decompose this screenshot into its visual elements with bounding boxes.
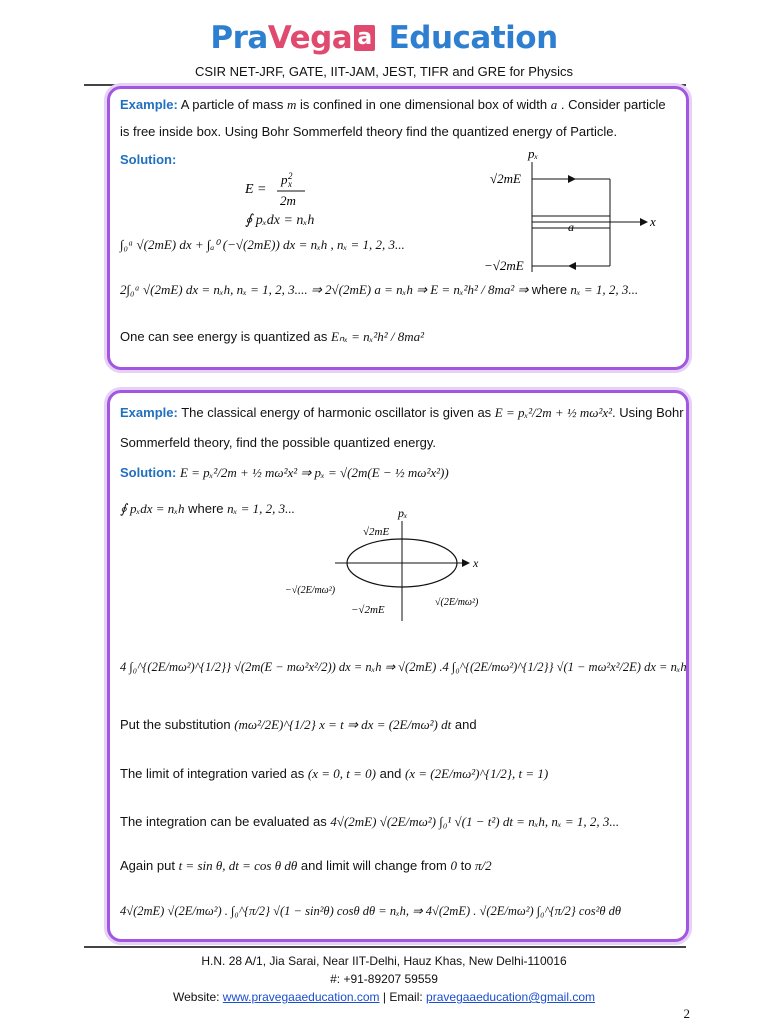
diag1-x-label: x <box>650 214 656 229</box>
and-text-2: and <box>379 766 402 781</box>
example1-a: a <box>550 97 558 112</box>
to-text: to <box>460 858 472 873</box>
website-link[interactable]: www.pravegaaeducation.com <box>222 990 380 1004</box>
diag2-bottom-label: −√2mE <box>351 604 385 616</box>
example1-text2: is confined in one dimensional box of width <box>299 97 548 112</box>
againb-text: and limit will change from <box>300 858 447 873</box>
example2-eqE: E = pₓ²/2m + ½ mω²x² <box>494 405 613 420</box>
where-label: where <box>531 282 568 297</box>
example1-label: Example: <box>120 97 178 112</box>
eq-loop2: ∮ pₓdx = nₓh <box>120 501 185 516</box>
footer-phone: #: +91-89207 59559 <box>330 972 438 986</box>
example2-label: Example: <box>120 405 178 420</box>
eq-lim2: (x = (2E/mω²)^{1/2}, t = 1) <box>404 766 549 781</box>
diag2-py-label: pₓ <box>398 506 408 520</box>
email-label: | Email: <box>382 990 423 1004</box>
logo-a-box: a <box>354 25 374 51</box>
eq-loop2-n: nₓ = 1, 2, 3... <box>227 501 295 516</box>
svg-text:p: p <box>281 172 288 187</box>
phase-diagram-ellipse <box>285 505 495 623</box>
example2-text1: The classical energy of harmonic oscillator is given as <box>181 405 492 420</box>
eq-integral2 <box>120 282 638 298</box>
example2-solution: Solution: <box>120 465 177 480</box>
limit-pi-over-2: π/2 <box>475 858 492 873</box>
example2-solution-line <box>120 465 449 481</box>
evaluated-text: The integration can be evaluated as <box>120 814 327 829</box>
where-label-2: where <box>188 501 224 516</box>
page-header <box>0 18 768 79</box>
logo-pra: Pra <box>210 20 268 56</box>
subst-text: Put the substitution <box>120 717 231 732</box>
email-link[interactable]: pravegaaeducation@gmail.com <box>426 990 595 1004</box>
footer-contacts <box>0 990 768 1004</box>
diag2-right-label: √(2E/mω²) <box>435 597 479 608</box>
eq-loop: ∮ pₓdx = nₓh <box>245 213 315 228</box>
diag2-x-label: x <box>473 556 479 570</box>
footer-address: H.N. 28 A/1, Jia Sarai, Near IIT-Delhi, Hauz Khas, New Delhi-110016 <box>201 954 567 968</box>
svg-text:2m: 2m <box>280 193 296 208</box>
eq-quantized: Eₙₓ = nₓ²h² / 8ma² <box>331 329 425 344</box>
logo-education: Education <box>388 20 558 56</box>
example1-text3: . Consider particle <box>560 97 666 112</box>
example2-text2: . Using Bohr <box>612 405 684 420</box>
example1-conclusion <box>120 329 424 345</box>
eq-integral-ho: 4 ∫₀^{(2E/mω²)^{1/2}} √(2m(E − mω²x²/2)) dx = nₓh ⇒ √(2mE) .4 ∫₀^{(2E/mω²)^{1/2}} √(1 − mω²x²/2E) dx = nₓh <box>120 660 687 674</box>
again-text: Again put <box>120 858 175 873</box>
diag2-top-label: √2mE <box>363 526 390 538</box>
substitution-line <box>120 717 477 733</box>
eq-again: t = sin θ, dt = cos θ dθ <box>178 858 298 873</box>
eq-last: 4√(2mE) √(2E/mω²) . ∫₀^{π/2} √(1 − sin²θ) cosθ dθ = nₓh, ⇒ 4√(2mE) . √(2E/mω²) ∫₀^{π/2} cos²θ dθ <box>120 904 621 918</box>
conclusion-text: One can see energy is quantized as <box>120 329 328 344</box>
evaluated-line <box>120 814 619 830</box>
example1-m: m <box>286 97 297 112</box>
diag1-bottom-label: −√2mE <box>484 258 524 273</box>
eq-energy <box>245 171 320 214</box>
example2-loop-line <box>120 501 295 517</box>
and-text: and <box>454 717 477 732</box>
eq-integral1: ∫₀ᵃ √(2mE) dx + ∫ₐ⁰ (−√(2mE)) dx = nₓh , nₓ = 1, 2, 3... <box>120 237 405 252</box>
example2-line2: Sommerfeld theory, find the possible quantized energy. <box>120 435 437 450</box>
phase-diagram-box <box>480 144 675 274</box>
limit-text: The limit of integration varied as <box>120 766 305 781</box>
eq-subst: (mω²/2E)^{1/2} x = t ⇒ dx = (2E/mω²) dt <box>234 717 452 732</box>
diag1-top-label: √2mE <box>490 171 521 186</box>
diag1-a-label: a <box>568 220 574 234</box>
svg-text:E =: E = <box>245 182 267 197</box>
example2-box <box>107 390 689 942</box>
diag1-py-label: pₓ <box>528 146 539 161</box>
eq-integral2-main: 2∫₀ᵃ √(2mE) dx = nₓh, nₓ = 1, 2, 3.... ⇒ 2√(2mE) a = nₓh ⇒ E = nₓ²h² / 8ma² ⇒ <box>120 282 529 297</box>
limit-zero: 0 <box>450 858 457 873</box>
svg-text:2: 2 <box>288 171 293 181</box>
example2-line1 <box>120 405 684 421</box>
example1-line2: is free inside box. Using Bohr Sommerfeld theory find the quantized energy of Particle. <box>120 124 618 139</box>
again-line <box>120 858 492 874</box>
logo-vega: Vega <box>267 20 353 56</box>
eq-integral2-n: nₓ = 1, 2, 3... <box>570 282 639 297</box>
svg-text:x: x <box>288 179 292 189</box>
diag2-left-label: −√(2E/mω²) <box>285 585 336 596</box>
example1-text1: A particle of mass <box>180 97 284 112</box>
example1-solution: Solution: <box>120 152 177 167</box>
website-label: Website: <box>172 990 220 1004</box>
page-number: 2 <box>683 1006 690 1021</box>
example1-line1 <box>120 97 666 113</box>
example1-box <box>107 86 689 370</box>
eq-lim1: (x = 0, t = 0) <box>307 766 376 781</box>
tagline: CSIR NET-JRF, GATE, IIT-JAM, JEST, TIFR and GRE for Physics <box>194 64 574 79</box>
eq-px: E = pₓ²/2m + ½ mω²x² ⇒ pₓ = √(2m(E − ½ mω²x²)) <box>179 465 449 480</box>
limit-line <box>120 766 548 782</box>
footer-divider <box>84 946 686 948</box>
eq-eval: 4√(2mE) √(2E/mω²) ∫₀¹ √(1 − t²) dt = nₓh, nₓ = 1, 2, 3... <box>330 814 620 829</box>
brand-logo <box>0 18 768 58</box>
